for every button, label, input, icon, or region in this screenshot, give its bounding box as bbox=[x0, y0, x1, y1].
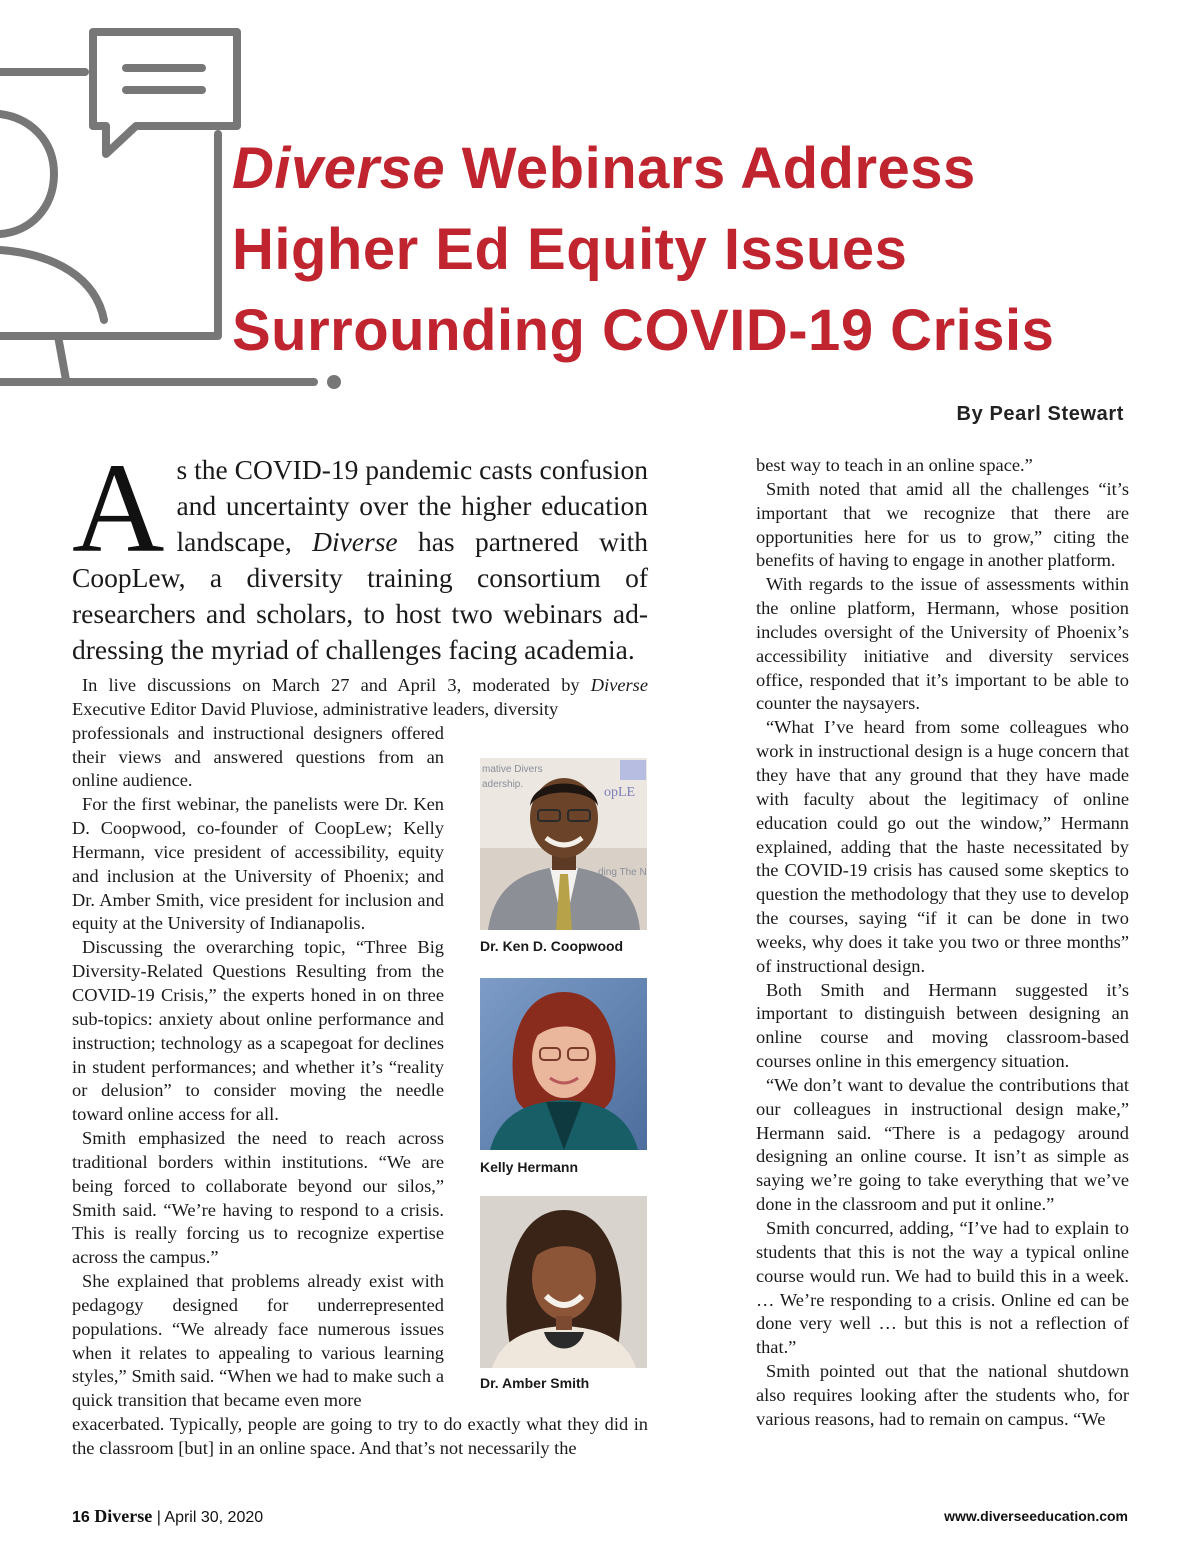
headline-line-1 bbox=[232, 128, 1182, 209]
paragraph-1b: professionals and instructional designers offered their views and answered questions from an online audience. bbox=[72, 722, 444, 791]
paragraph-2: For the first webinar, the panelists were Dr. Ken D. Coopwood, co-founder of CoopLew; Kelly Hermann, vice president of accessibility, equity and inclusion at the University of Phoenix; and Dr. Amber Smith, vice president for inclusion and equity at the University of Indianapolis. bbox=[72, 794, 444, 934]
right-paragraph-4: Both Smith and Hermann suggested it’s important to distinguish between designing an online course and moving classroom-based courses online in this emergency situation. bbox=[756, 979, 1129, 1072]
backdrop-text-3: opLE bbox=[604, 785, 636, 800]
backdrop-text-2: adership. bbox=[482, 779, 524, 790]
lead-text-b: has partnered with CoopLew, a diversity training consortium of researchers and scholars, to host two webinars addressing the myriad of challenges facing academia. bbox=[72, 526, 649, 665]
footer-date: April 30, 2020 bbox=[164, 1509, 264, 1526]
drop-cap: A bbox=[72, 437, 165, 579]
paragraph-4: Smith emphasized the need to reach across traditional borders within institutions. “We are being forced to collaborate beyond our silos,” Smith said. “We’re having to respond to a crisis. This is really forcing us to recognize expertise across the campus.” bbox=[72, 1128, 444, 1268]
page-number: 16 bbox=[72, 1509, 90, 1526]
backdrop-text-4: ding The N bbox=[598, 867, 647, 878]
photo-ken-coopwood bbox=[480, 758, 647, 930]
headline-magazine-name: Diverse bbox=[232, 136, 446, 201]
right-paragraph-2: With regards to the issue of assessments within the online platform, Hermann, whose position includes oversight of the University of Phoenix’s accessibility initiative and diversity services office, responded that it’s important to be able to counter the naysayers. bbox=[756, 574, 1129, 714]
paragraph-5: She explained that problems already exist with pedagogy designed for underrepresented populations. “We already face numerous issues when it relates to appealing to various learning styles,” Smith said. “When we had to make such a quick transition that became even more bbox=[72, 1271, 444, 1411]
backdrop-text-1: mative Divers bbox=[482, 764, 543, 775]
headline-line-1-text: Webinars Address bbox=[445, 136, 976, 201]
caption-kelly-hermann: Kelly Hermann bbox=[480, 1159, 579, 1175]
headline-line-2: Higher Ed Equity Issues bbox=[232, 217, 908, 282]
footer-magazine-name: Diverse bbox=[94, 1506, 153, 1526]
right-paragraph-1: Smith noted that amid all the challenges “it’s important that we recognize that there are opportunities here for us to grow,” citing the benefits of having to engage in another platform. bbox=[756, 478, 1129, 571]
lead-text-a: s the COVID-19 pandemic casts confusion and uncertainty over the higher education landscape, bbox=[176, 454, 648, 557]
article-headline bbox=[232, 128, 1182, 371]
byline: By Pearl Stewart bbox=[956, 403, 1124, 425]
footer-website-url: www.diverseeducation.com bbox=[944, 1508, 1128, 1524]
photo-kelly-hermann bbox=[480, 978, 647, 1150]
right-paragraph-3: “What I’ve heard from some colleagues who work in instructional design is a huge concern that they have that any ground that they have made with faculty about the legitimacy of online education could go out the window,” Hermann explained, adding that the haste necessitated by the COVID-19 crisis has caused some skeptics to question the methodology that they use to develop the courses, saying “if it can be done in two weeks, why does it take you two or three months” of instructional design. bbox=[756, 717, 1129, 976]
lead-magazine-name: Diverse bbox=[312, 526, 398, 557]
p1-text-b: Executive Editor David Pluviose, administrative leaders, diversity bbox=[72, 698, 559, 719]
footer-separator: | bbox=[156, 1509, 161, 1526]
right-paragraph-6: Smith concurred, adding, “I’ve had to explain to students that this is not the way a typical online course would run. We had to build this in a week. … We’re responding to a crisis. Online ed can be done very well … but this is not a reflection of that.” bbox=[756, 1218, 1129, 1358]
lead-paragraph bbox=[72, 437, 649, 668]
p1-text-a: In live discussions on March 27 and April 3, moderated by bbox=[82, 675, 591, 695]
photo-amber-smith bbox=[480, 1196, 647, 1368]
caption-ken-coopwood: Dr. Ken D. Coopwood bbox=[480, 938, 624, 954]
page-footer-left bbox=[72, 1506, 263, 1527]
p1-magazine-name: Diverse bbox=[590, 675, 648, 695]
right-column bbox=[756, 454, 1129, 1432]
paragraph-5-continued: exacerbated. Typically, people are going to try to do exactly what they did in the classroom [but] in an online space. And that’s not necessarily the bbox=[72, 1414, 648, 1458]
right-paragraph-5: “We don’t want to devalue the contributions that our colleagues in instructional design make,” Hermann said. “There is a pedagogy around designing an online course. It isn’t as simple as saying we’re going to take everything that we’ve done in the classroom and put it online.” bbox=[756, 1074, 1129, 1215]
paragraph-3: Discussing the overarching topic, “Three Big Diversity-Related Questions Resulting from the COVID-19 Crisis,” the experts honed in on three sub-topics: anxiety about online performance and instruction; technology as a scapegoat for declines in student performances; and whether it’s “reality or delusion” to consider moving the needle toward online access for all. bbox=[72, 937, 444, 1125]
headline-line-3: Surrounding COVID-19 Crisis bbox=[232, 298, 1055, 363]
right-paragraph-7: Smith pointed out that the national shutdown also requires looking after the students who, for various reasons, had to remain on campus. “We bbox=[756, 1361, 1129, 1429]
caption-amber-smith: Dr. Amber Smith bbox=[480, 1375, 590, 1391]
paragraph-1a bbox=[72, 674, 648, 722]
right-paragraph-0: best way to teach in an online space.” bbox=[756, 455, 1033, 475]
